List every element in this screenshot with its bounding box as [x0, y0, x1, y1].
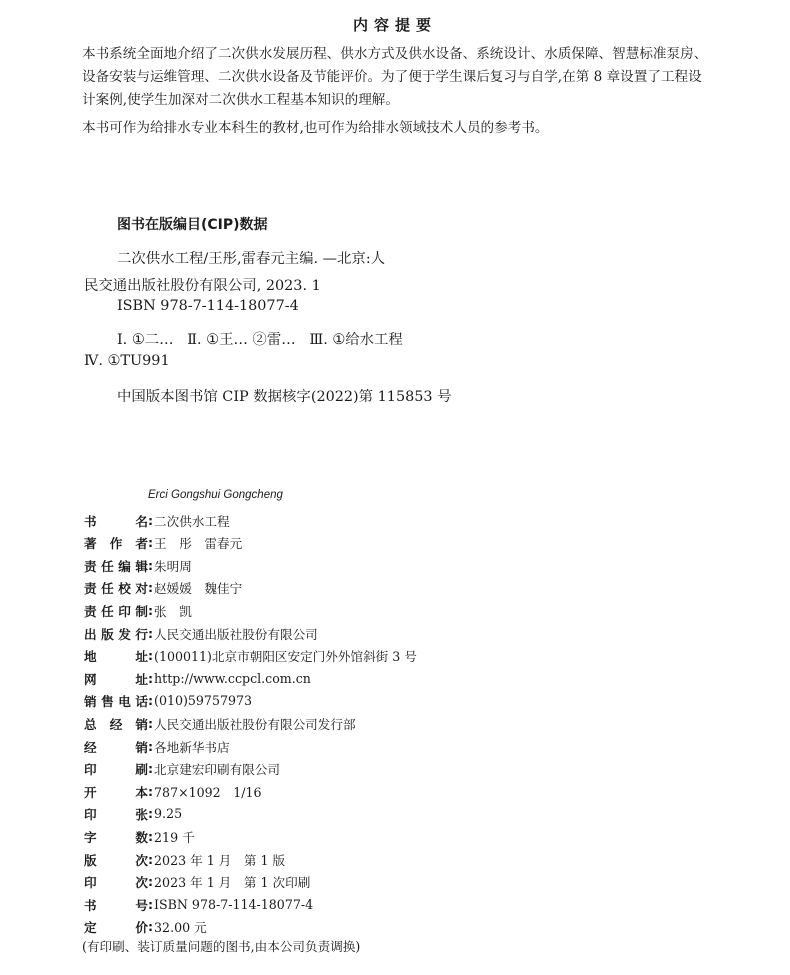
english-title: Erci Gongshui Gongcheng — [148, 489, 283, 501]
colophon-colon: : — [148, 783, 154, 799]
cip-record-number: 中国版本图书馆 CIP 数据核字(2022)第 115853 号 — [117, 389, 452, 405]
summary-paragraph1-line1: 本书系统全面地介绍了二次供水发展历程、供水方式及供水设备、系统设计、水质保障、智慧标准泵房、 — [82, 46, 708, 62]
colophon-label: 经 销 — [84, 739, 148, 755]
colophon-value: ISBN 978-7-114-18077-4 — [154, 896, 314, 912]
summary-title: 内容提要 — [352, 16, 437, 34]
cip-line: 民交通出版社股份有限公司, 2023. 1 — [84, 278, 321, 294]
colophon-row — [84, 871, 310, 893]
colophon-colon: : — [148, 738, 154, 754]
colophon-row — [84, 780, 262, 802]
colophon-row — [84, 599, 192, 621]
colophon-value: (100011)北京市朝阳区安定门外外馆斜街 3 号 — [154, 649, 417, 665]
cip-line: 二次供水工程/王彤,雷春元主编. —北京:人 — [117, 251, 386, 267]
summary-paragraph1-line2: 设备安装与运维管理、二次供水设备及节能评价。为了便于学生课后复习与自学,在第 8 章设置了工程设 — [82, 69, 702, 85]
colophon-value: 各地新华书店 — [154, 739, 230, 755]
colophon-label: 责 任 校 对 — [84, 581, 148, 597]
cip-line: Ⅳ. ①TU991 — [84, 353, 170, 369]
colophon-row — [84, 758, 280, 780]
colophon-colon: : — [148, 648, 154, 664]
colophon-row — [84, 848, 285, 870]
cip-isbn: ISBN 978-7-114-18077-4 — [117, 298, 299, 314]
colophon-value: 朱明周 — [154, 558, 192, 574]
colophon-label: 著 作 者 — [84, 536, 148, 552]
colophon-label: 印 张 — [84, 807, 148, 823]
colophon-value: 王 彤 雷春元 — [154, 536, 243, 552]
colophon-value: 32.00 元 — [154, 920, 207, 936]
colophon-row — [84, 825, 195, 847]
summary-paragraph1-line3: 计案例,使学生加深对二次供水工程基本知识的理解。 — [82, 92, 399, 108]
colophon-colon: : — [148, 874, 154, 890]
colophon-label: 责 任 印 制 — [84, 603, 148, 619]
colophon-colon: : — [148, 806, 154, 822]
colophon-row — [84, 645, 417, 667]
colophon-row — [84, 667, 311, 689]
colophon-label: 销 售 电 话 — [84, 694, 148, 710]
colophon-colon: : — [148, 896, 154, 912]
colophon-value: 2023 年 1 月 第 1 版 — [154, 852, 286, 868]
colophon-label: 地 址 — [84, 649, 148, 665]
colophon-value: 787×1092 1/16 — [154, 784, 262, 800]
colophon-row — [84, 893, 313, 915]
colophon-row — [84, 532, 242, 554]
colophon-colon: : — [148, 670, 154, 686]
colophon-label: 书 号 — [84, 897, 148, 913]
colophon-value: 二次供水工程 — [154, 513, 230, 529]
colophon-row — [84, 622, 318, 644]
colophon-colon: : — [148, 580, 154, 596]
colophon-colon: : — [148, 919, 154, 935]
colophon-value: 9.25 — [154, 806, 183, 822]
colophon-value: 219 千 — [154, 829, 195, 845]
colophon-row — [84, 803, 182, 825]
cip-line: Ⅰ. ①二… Ⅱ. ①王… ②雷… Ⅲ. ①给水工程 — [117, 332, 403, 348]
colophon-value: 人民交通出版社股份有限公司发行部 — [154, 716, 356, 732]
colophon-label: 版 次 — [84, 852, 148, 868]
colophon-value: 北京建宏印刷有限公司 — [154, 762, 280, 778]
colophon-colon: : — [148, 602, 154, 618]
colophon-row — [84, 690, 252, 712]
colophon-label: 字 数 — [84, 829, 148, 845]
colophon-row — [84, 577, 242, 599]
colophon-row — [84, 916, 207, 938]
cip-heading: 图书在版编目(CIP)数据 — [117, 217, 268, 233]
colophon-value: 赵媛媛 魏佳宁 — [154, 581, 243, 597]
colophon-label: 定 价 — [84, 920, 148, 936]
colophon-label: 开 本 — [84, 784, 148, 800]
colophon-colon: : — [148, 512, 154, 528]
colophon-row — [84, 509, 230, 531]
colophon-label: 网 址 — [84, 671, 148, 687]
colophon-label: 印 次 — [84, 875, 148, 891]
colophon-row — [84, 712, 356, 734]
colophon-row — [84, 735, 230, 757]
colophon-label: 印 刷 — [84, 762, 148, 778]
colophon-value: (010)59757973 — [154, 693, 253, 709]
colophon-colon: : — [148, 535, 154, 551]
colophon-value: 人民交通出版社股份有限公司 — [154, 626, 318, 642]
colophon-colon: : — [148, 693, 154, 709]
colophon-colon: : — [148, 828, 154, 844]
colophon-colon: : — [148, 625, 154, 641]
colophon-value: 2023 年 1 月 第 1 次印刷 — [154, 875, 311, 891]
colophon-colon: : — [148, 557, 154, 573]
colophon-row — [84, 554, 192, 576]
colophon-label: 总 经 销 — [84, 716, 148, 732]
colophon-label: 责 任 编 辑 — [84, 558, 148, 574]
summary-paragraph2: 本书可作为给排水专业本科生的教材,也可作为给排水领域技术人员的参考书。 — [82, 120, 549, 136]
colophon-value: http://www.ccpcl.com.cn — [154, 670, 311, 686]
colophon-colon: : — [148, 715, 154, 731]
colophon-value: 张 凯 — [154, 603, 192, 619]
colophon-label: 书 名 — [84, 513, 148, 529]
colophon-colon: : — [148, 761, 154, 777]
colophon-label: 出 版 发 行 — [84, 626, 148, 642]
colophon-colon: : — [148, 851, 154, 867]
footnote: (有印刷、装订质量问题的图书,由本公司负责调换) — [82, 939, 361, 954]
